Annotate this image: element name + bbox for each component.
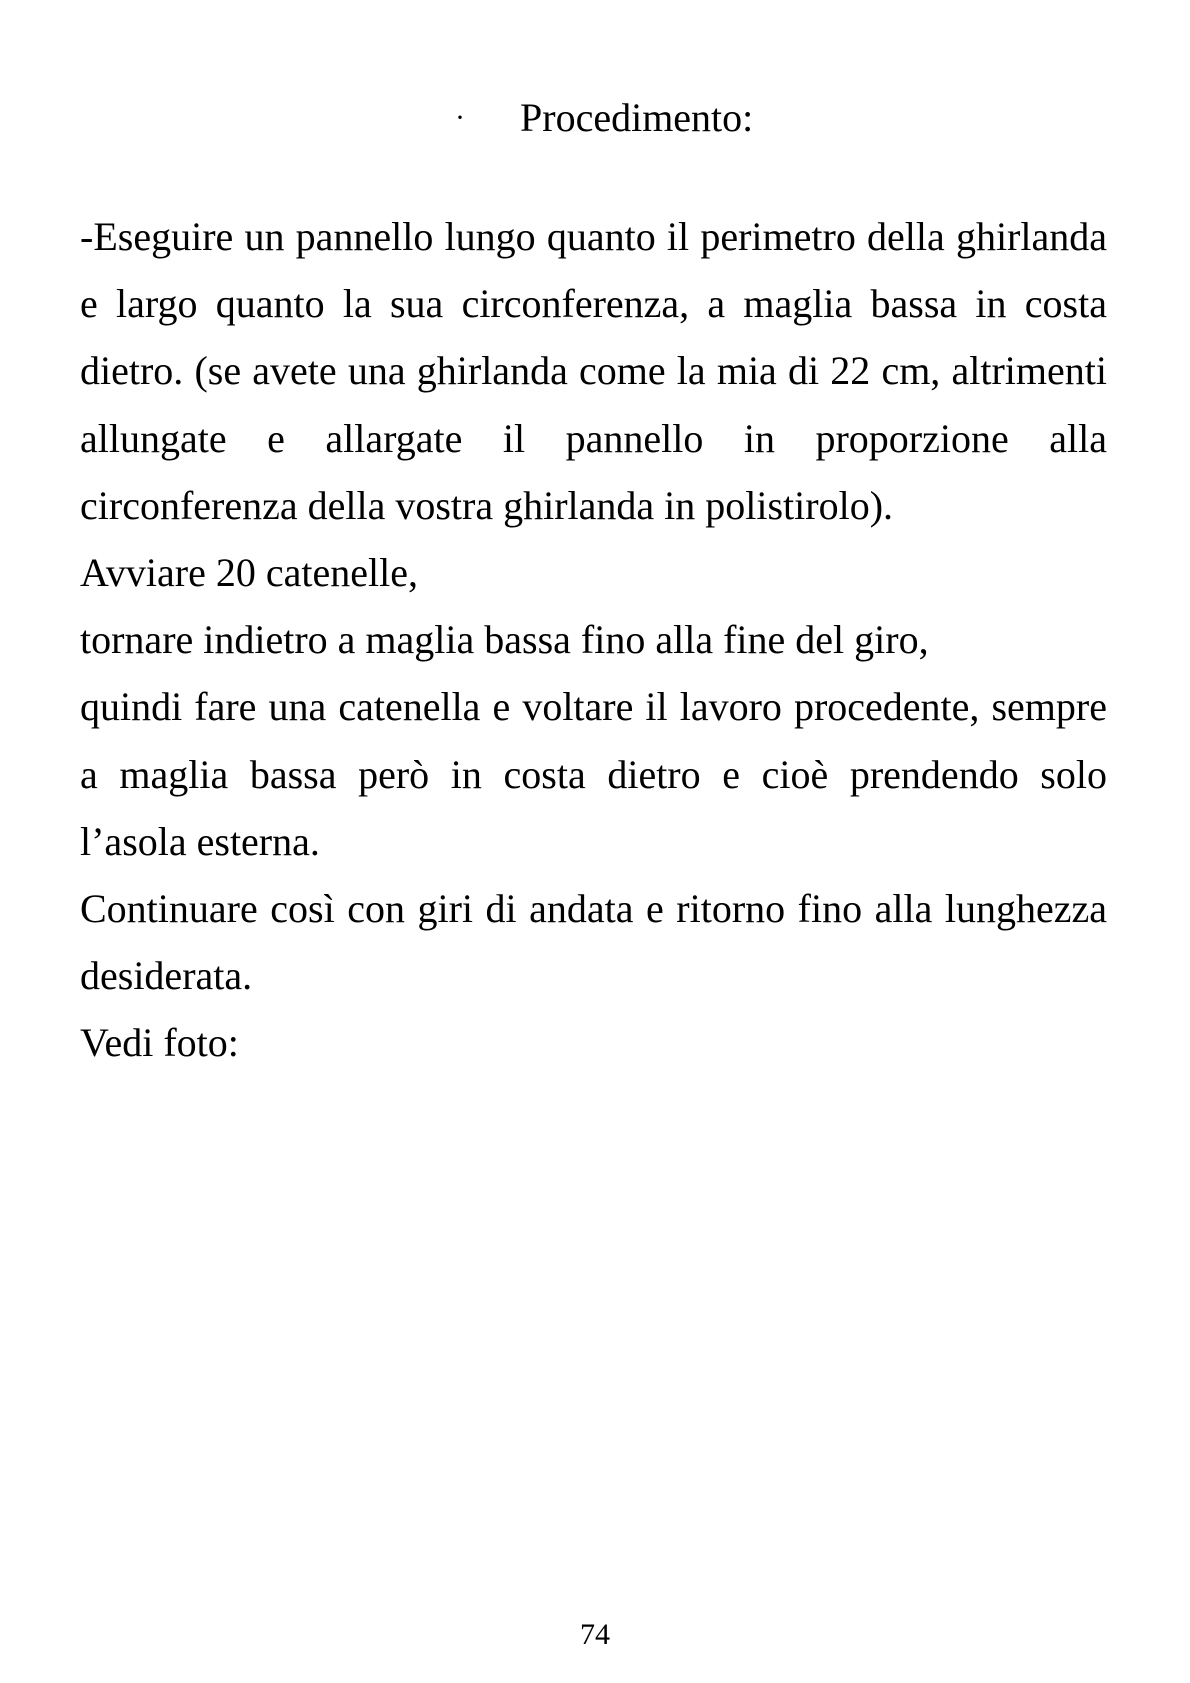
body-text [80,203,1107,1077]
paragraph-start-chain: Avviare 20 catenelle, [80,550,418,596]
page-number: 74 [580,1618,610,1651]
section-title: Procedimento: [520,95,754,140]
section-heading [0,88,1190,148]
paragraph-return-row: tornare indietro a maglia bassa fino alla fine del giro, [80,617,929,663]
paragraph-instructions-intro: -Eseguire un pannello lungo quanto il perimetro della ghirlanda e largo quanto la sua circonferenza, a maglia bassa in costa dietro. (se avete una ghirlanda come la mia di 22 cm, altrimenti allungate e allargate il pannello in proporzione alla circonferenza della vostra ghirlanda in polistirolo). [80,214,1107,528]
bullet-icon: · [455,101,465,134]
paragraph-turn-work: quindi fare una catenella e voltare il lavoro procedente, sempre a maglia bassa però in costa dietro e cioè prendendo solo l’asola esterna. [80,684,1107,864]
paragraph-see-photo: Vedi foto: [80,1020,239,1066]
paragraph-continue-rows: Continuare così con giri di andata e ritorno fino alla lunghezza desiderata. [80,886,1107,999]
